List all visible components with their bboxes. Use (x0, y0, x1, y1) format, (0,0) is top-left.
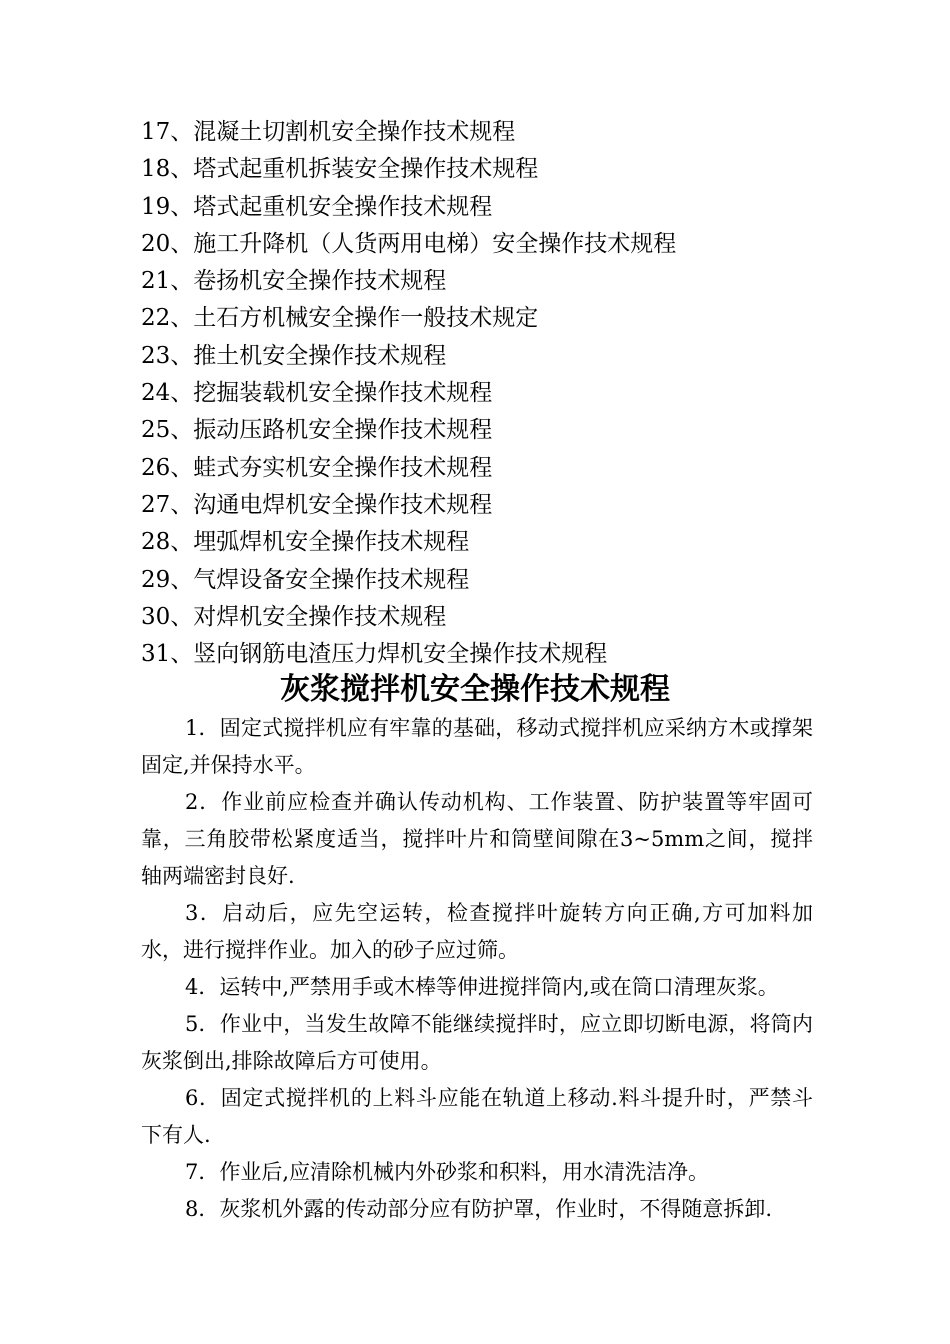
paragraph: 3．启动后，应先空运转，检查搅拌叶旋转方向正确,方可加料加水，进行搅拌作业。加入的砂子应过筛。 (141, 901, 813, 962)
paragraph: 1．固定式搅拌机应有牢靠的基础，移动式搅拌机应采纳方木或撑架固定,并保持水平。 (141, 716, 813, 777)
paragraph: 6．固定式搅拌机的上料斗应能在轨道上移动.料斗提升时，严禁斗下有人. (141, 1086, 813, 1147)
paragraph: 7．作业后,应清除机械内外砂浆和积料，用水清洗洁净。 (185, 1160, 710, 1184)
paragraph: 8．灰浆机外露的传动部分应有防护罩，作业时，不得随意拆卸. (185, 1197, 773, 1221)
toc-item: 27、沟通电焊机安全操作技术规程 (141, 491, 493, 518)
toc-item: 26、蛙式夯实机安全操作技术规程 (141, 454, 493, 481)
toc-item: 28、埋弧焊机安全操作技术规程 (141, 529, 470, 556)
toc-item: 24、挖掘装载机安全操作技术规程 (141, 380, 493, 407)
toc-item: 30、对焊机安全操作技术规程 (141, 603, 447, 630)
paragraph: 4．运转中,严禁用手或木棒等伸进搅拌筒内,或在筒口清理灰浆。 (185, 975, 779, 999)
toc-item: 19、塔式起重机安全操作技术规程 (141, 193, 493, 220)
toc-list (141, 114, 841, 673)
toc-item: 21、卷扬机安全操作技术规程 (141, 268, 447, 295)
paragraph: 5．作业中，当发生故障不能继续搅拌时，应立即切断电源，将筒内灰浆倒出,排除故障后方可使用。 (141, 1012, 813, 1073)
section-body (141, 710, 813, 1228)
toc-item: 31、竖向钢筋电渣压力焊机安全操作技术规程 (141, 641, 608, 668)
toc-item: 25、振动压路机安全操作技术规程 (141, 417, 493, 444)
toc-item: 17、混凝土切割机安全操作技术规程 (141, 119, 516, 145)
toc-item: 29、气焊设备安全操作技术规程 (141, 566, 470, 593)
toc-item: 23、推土机安全操作技术规程 (141, 342, 447, 369)
toc-item: 22、土石方机械安全操作一般技术规定 (141, 305, 539, 332)
section-title: 灰浆搅拌机安全操作技术规程 (280, 672, 670, 707)
toc-item: 18、塔式起重机拆装安全操作技术规程 (141, 156, 539, 183)
paragraph: 2．作业前应检查并确认传动机构、工作装置、防护装置等牢固可靠，三角胶带松紧度适当，搅拌叶片和筒壁间隙在3~5mm之间，搅拌轴两端密封良好. (141, 790, 813, 888)
toc-item: 20、施工升降机（人货两用电梯）安全操作技术规程 (141, 230, 677, 257)
